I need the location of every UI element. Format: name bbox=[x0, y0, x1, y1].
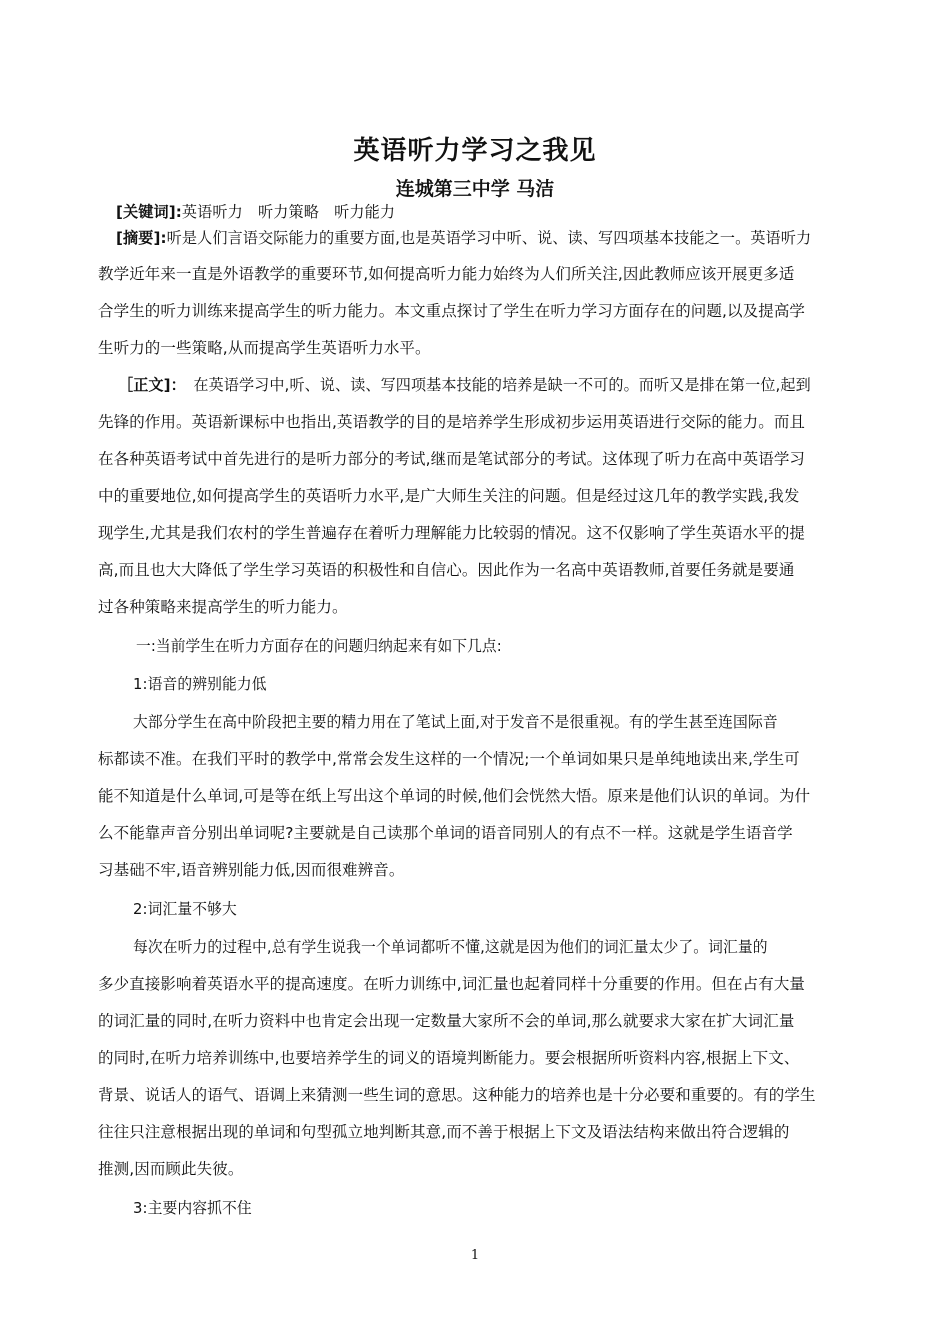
body-line: 多少直接影响着英语水平的提高速度。在听力训练中,词汇量也起着同样十分重要的作用。但在占有大量 bbox=[98, 975, 806, 993]
abstract-text: 听是人们言语交际能力的重要方面,也是英语学习中听、说、读、写四项基本技能之一。英语听力 bbox=[166, 229, 812, 247]
body-line: 的词汇量的同时,在听力资料中也肯定会出现一定数量大家所不会的单词,那么就要求大家在扩大词汇量 bbox=[98, 1012, 795, 1030]
page-number: 1 bbox=[470, 1248, 480, 1263]
body-line bbox=[118, 375, 858, 395]
body-label: ［正文]： bbox=[118, 376, 179, 394]
page-title: 英语听力学习之我见 bbox=[353, 136, 597, 166]
abstract-label: [摘要]: bbox=[116, 229, 167, 247]
abstract-line: 教学近年来一直是外语教学的重要环节,如何提高听力能力始终为人们所关注,因此教师应该开展更多适 bbox=[98, 265, 795, 283]
body-line: 在各种英语考试中首先进行的是听力部分的考试,继而是笔试部分的考试。这体现了听力在高中英语学习 bbox=[98, 450, 806, 468]
body-text: 在英语学习中,听、说、读、写四项基本技能的培养是缺一不可的。而听又是排在第一位,起到 bbox=[178, 376, 811, 394]
keywords-text: 英语听力 听力策略 听力能力 bbox=[181, 203, 396, 221]
point-heading: 1:语音的辨别能力低 bbox=[133, 675, 267, 693]
body-line: 背景、说话人的语气、语调上来猜测一些生词的意思。这种能力的培养也是十分必要和重要的。有的学生 bbox=[98, 1086, 816, 1104]
body-line: 习基础不牢,语音辨别能力低,因而很难辨音。 bbox=[98, 861, 405, 879]
section-heading: 一:当前学生在听力方面存在的问题归纳起来有如下几点: bbox=[136, 637, 502, 655]
body-line: 标都读不准。在我们平时的教学中,常常会发生这样的一个情况;一个单词如果只是单纯地读出来,学生可 bbox=[98, 750, 800, 768]
body-line: 高,而且也大大降低了学生学习英语的积极性和自信心。因此作为一名高中英语教师,首要任务就是要通 bbox=[98, 561, 795, 579]
body-line: 能不知道是什么单词,可是等在纸上写出这个单词的时候,他们会恍然大悟。原来是他们认识的单词。为什 bbox=[98, 787, 811, 805]
body-line: 大部分学生在高中阶段把主要的精力用在了笔试上面,对于发音不是很重视。有的学生甚至连国际音 bbox=[133, 713, 778, 731]
body-line: 过各种策略来提高学生的听力能力。 bbox=[98, 598, 348, 616]
point-heading: 3:主要内容抓不住 bbox=[133, 1199, 252, 1217]
body-line: 的同时,在听力培养训练中,也要培养学生的词义的语境判断能力。要会根据所听资料内容,根据上下文、 bbox=[98, 1049, 800, 1067]
author-line: 连城第三中学 马洁 bbox=[395, 178, 555, 200]
body-line: 中的重要地位,如何提高学生的英语听力水平,是广大师生关注的问题。但是经过这几年的教学实践,我发 bbox=[98, 487, 800, 505]
body-line: 先锋的作用。英语新课标中也指出,英语教学的目的是培养学生形成初步运用英语进行交际的能力。而且 bbox=[98, 413, 806, 431]
point-heading: 2:词汇量不够大 bbox=[133, 900, 237, 918]
body-line: 往往只注意根据出现的单词和句型孤立地判断其意,而不善于根据上下文及语法结构来做出符合逻辑的 bbox=[98, 1123, 790, 1141]
abstract-line bbox=[116, 228, 858, 248]
keywords-line bbox=[116, 202, 858, 222]
body-line: 每次在听力的过程中,总有学生说我一个单词都听不懂,这就是因为他们的词汇量太少了。词汇量的 bbox=[133, 938, 768, 956]
body-line: 现学生,尤其是我们农村的学生普遍存在着听力理解能力比较弱的情况。这不仅影响了学生英语水平的提 bbox=[98, 524, 806, 542]
keywords-label: [关键词]: bbox=[116, 203, 182, 221]
abstract-line: 合学生的听力训练来提高学生的听力能力。本文重点探讨了学生在听力学习方面存在的问题,以及提高学 bbox=[98, 302, 806, 320]
body-line: 么不能靠声音分别出单词呢?主要就是自己读那个单词的语音同别人的有点不一样。这就是学生语音学 bbox=[98, 824, 793, 842]
body-line: 推测,因而顾此失彼。 bbox=[98, 1160, 244, 1178]
abstract-line: 生听力的一些策略,从而提高学生英语听力水平。 bbox=[98, 339, 431, 357]
